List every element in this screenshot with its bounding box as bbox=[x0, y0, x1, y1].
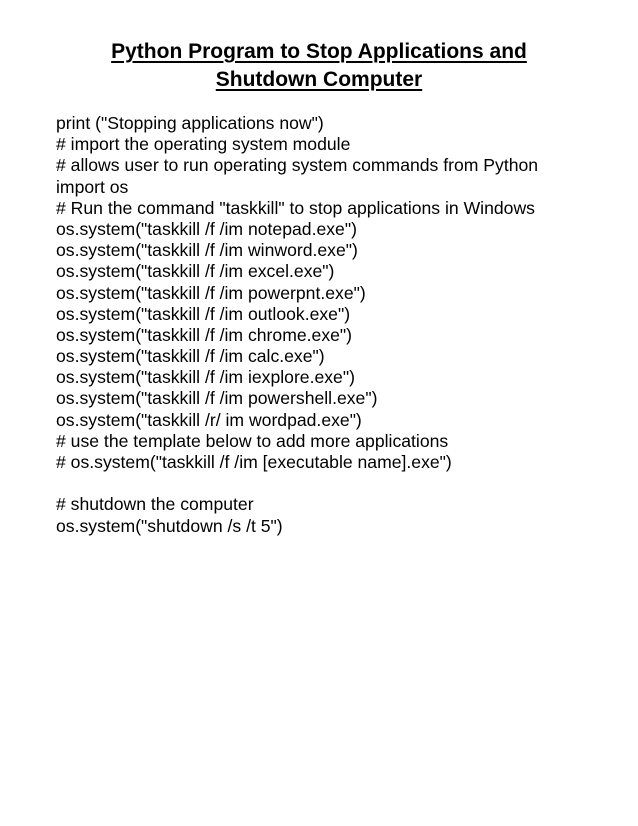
code-line: os.system("taskkill /r/ im wordpad.exe") bbox=[56, 409, 362, 430]
code-line: os.system("taskkill /f /im chrome.exe") bbox=[56, 324, 353, 345]
code-line: os.system("taskkill /f /im iexplore.exe") bbox=[56, 367, 355, 388]
code-line: print ("Stopping applications now") bbox=[56, 113, 324, 133]
code-line: os.system("taskkill /f /im excel.exe") bbox=[56, 261, 335, 282]
code-body bbox=[56, 113, 616, 537]
title-line-2: Shutdown Computer bbox=[215, 68, 423, 91]
code-line: # use the template below to add more applications bbox=[56, 430, 449, 451]
code-line: import os bbox=[56, 176, 129, 197]
code-line: # import the operating system module bbox=[56, 134, 351, 155]
code-line: os.system("taskkill /f /im powerpnt.exe") bbox=[56, 282, 366, 303]
code-line: # allows user to run operating system commands from Python bbox=[56, 155, 539, 176]
blank-line bbox=[56, 473, 616, 494]
code-line: os.system("shutdown /s /t 5") bbox=[56, 515, 283, 536]
code-line: os.system("taskkill /f /im notepad.exe") bbox=[56, 218, 357, 239]
title-line-1: Python Program to Stop Applications and bbox=[111, 40, 527, 63]
document-title bbox=[0, 38, 638, 94]
code-line: os.system("taskkill /f /im winword.exe") bbox=[56, 240, 358, 261]
code-line: os.system("taskkill /f /im powershell.exe") bbox=[56, 388, 378, 409]
code-line: # os.system("taskkill /f /im [executable name].exe") bbox=[56, 452, 452, 472]
code-line: # Run the command "taskkill" to stop applications in Windows bbox=[56, 197, 535, 218]
code-line: os.system("taskkill /f /im outlook.exe") bbox=[56, 303, 351, 324]
code-line: # shutdown the computer bbox=[56, 494, 254, 515]
code-line: os.system("taskkill /f /im calc.exe") bbox=[56, 346, 325, 367]
